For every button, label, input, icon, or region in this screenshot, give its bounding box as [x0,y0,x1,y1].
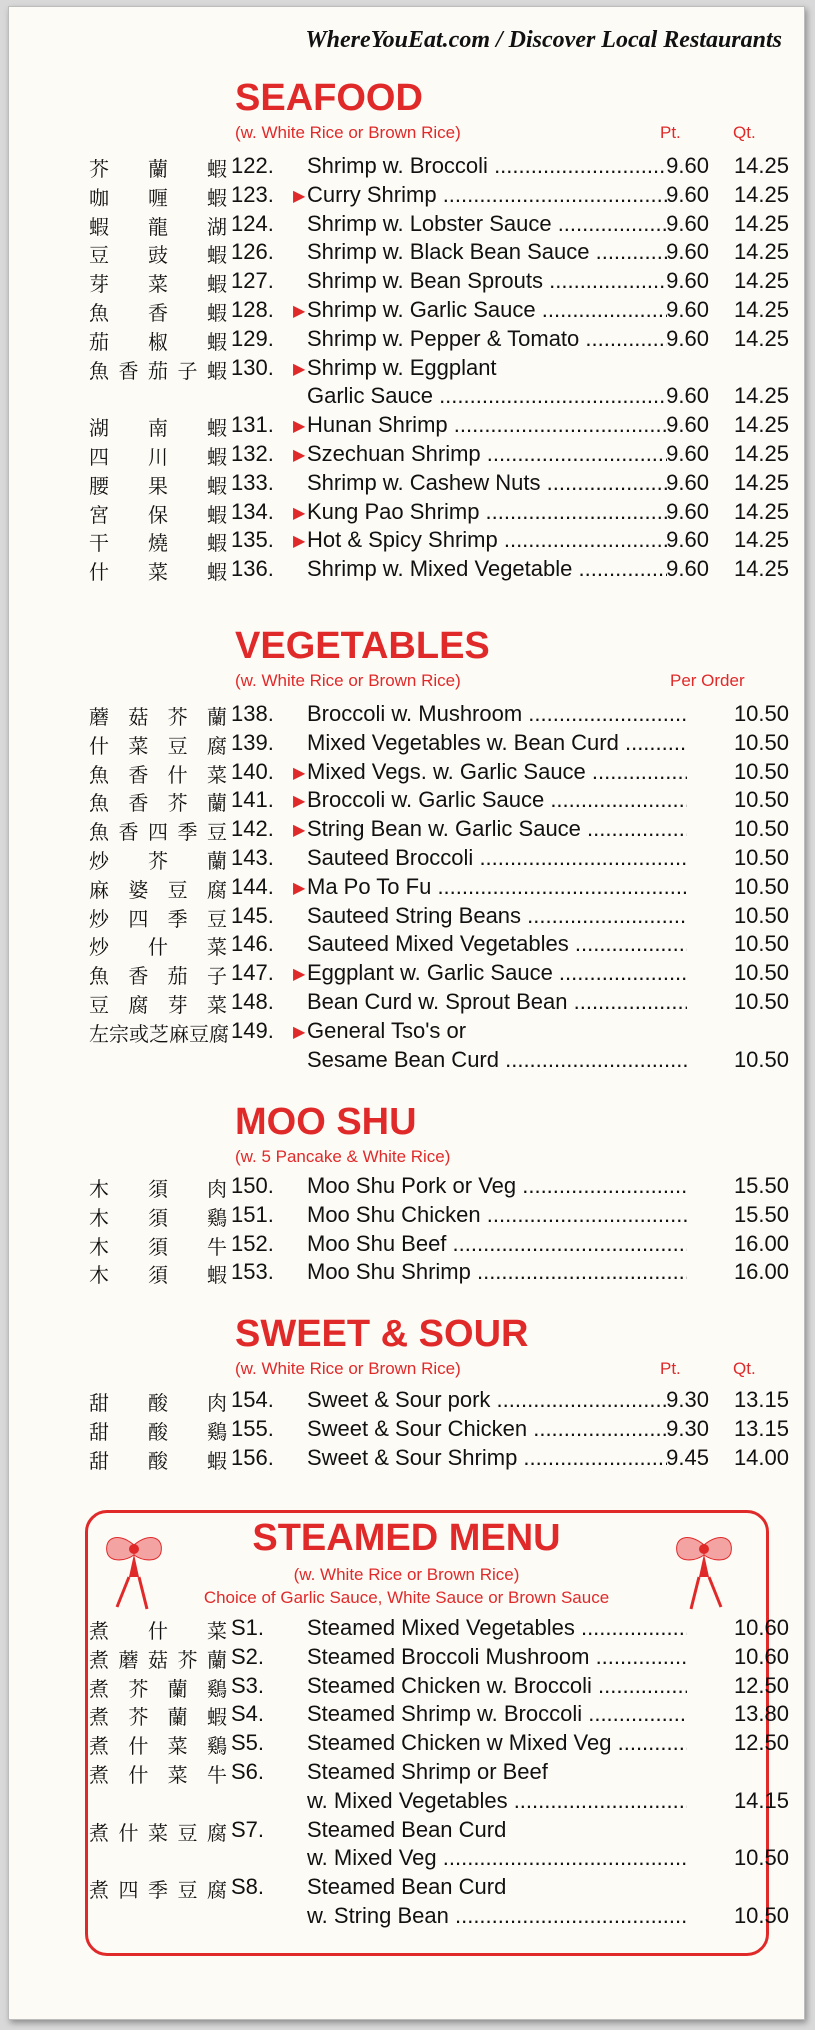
hot-pepper-icon: ▶ [293,533,306,551]
item-name: Moo Shu Chicken ..... [307,1202,687,1228]
price-per-order: 16.00 [733,1230,789,1256]
item-number: 144. [231,873,274,899]
menu-item [89,1759,789,1788]
item-chinese-name: 湖 南 蝦 [89,416,227,441]
item-chinese-name: 蘑菇芥蘭 [89,705,227,729]
item-number: 124. [231,210,274,236]
item-number: 123. [231,181,274,207]
column-qt: Qt. [733,1359,756,1378]
item-name: Bean Curd w. Sprout Bean ..... [307,989,687,1015]
item-name: String Bean w. Garlic Sauce ..... [307,816,687,842]
item-number: 129. [231,325,274,351]
menu-item [89,903,789,932]
price-pint: 9.60 [666,498,709,524]
item-name-continued: w. Mixed Veg ..... [307,1845,687,1871]
section-subtitle: (w. White Rice or Brown Rice) [235,1359,461,1378]
price-per-order: 10.50 [733,873,789,899]
item-chinese-name: 煮什菜鷄 [89,1734,227,1759]
price-quart: 14.25 [733,527,789,553]
price-per-order: 10.50 [733,931,789,957]
item-chinese-name: 魚 香 蝦 [89,301,227,325]
price-per-order: 10.50 [733,1903,789,1928]
menu-item-continued [89,1903,789,1932]
item-number: 128. [231,297,274,322]
item-chinese-name: 芽 菜 蝦 [89,272,227,297]
item-name: Sweet & Sour Shrimp ..... [307,1445,667,1471]
item-chinese-name: 咖 喱 蝦 [89,185,227,210]
sauce-choice-note: Choice of Garlic Sauce, White Sauce or Brown Sauce [203,1588,610,1607]
section-title: SEAFOOD [235,77,423,119]
item-chinese-name: 腰 果 蝦 [89,473,227,498]
item-number: 153. [231,1259,274,1285]
item-name: Hot & Spicy Shrimp ..... [307,527,667,553]
price-quart: 13.15 [733,1387,789,1412]
item-number: 150. [231,1173,274,1198]
item-number: 131. [231,412,274,438]
item-chinese-name: 木 須 蝦 [89,1263,227,1288]
menu-item [89,527,789,556]
column-qt: Qt. [733,123,756,142]
price-quart: 14.25 [733,469,789,495]
item-name: Steamed Chicken w Mixed Veg ..... [307,1730,687,1756]
price-per-order: 10.50 [733,1845,789,1871]
price-quart: 14.25 [733,412,789,438]
section-subtitle: (w. 5 Pancake & White Rice) [235,1147,451,1166]
item-number: 136. [231,556,274,582]
item-chinese-name: 魚香茄子蝦 [89,358,227,383]
price-pint: 9.60 [666,325,709,351]
price-per-order: 16.00 [733,1259,789,1285]
item-number: 155. [231,1415,274,1441]
price-per-order: 10.50 [733,902,789,928]
menu-page [8,6,805,2020]
section-subtitle: (w. White Rice or Brown Rice) [235,671,461,690]
menu-item [89,182,789,211]
menu-item-continued [89,1788,789,1817]
item-name: Steamed Shrimp or Beef [307,1759,548,1784]
item-number: 141. [231,787,274,813]
column-pt: Pt. [660,123,681,142]
price-per-order: 10.50 [733,989,789,1014]
item-name-continued: Sesame Bean Curd ..... [307,1047,687,1073]
item-chinese-name: 煮蘑菇芥蘭 [89,1647,227,1672]
item-chinese-name: 豆腐芽菜 [89,993,227,1017]
section-subtitle: (w. White Rice or Brown Rice) [235,123,461,142]
price-per-order: 15.50 [733,1173,789,1198]
item-name: Steamed Mixed Vegetables ..... [307,1615,687,1641]
item-name: Moo Shu Pork or Veg ..... [307,1173,687,1199]
item-number: S8. [231,1874,265,1900]
item-name: Steamed Chicken w. Broccoli ..... [307,1673,687,1699]
price-per-order: 10.50 [733,1046,789,1072]
price-per-order: 13.80 [733,1701,789,1727]
section-title: STEAMED MENU [252,1517,561,1559]
hot-pepper-icon: ▶ [293,360,306,378]
item-name: Mixed Vegs. w. Garlic Sauce ..... [307,759,687,785]
item-name: Shrimp w. Cashew Nuts ..... [307,470,667,496]
menu-item [89,556,789,585]
price-pint: 9.60 [666,412,709,438]
item-name: Shrimp w. Garlic Sauce ..... [307,297,667,323]
menu-item [89,470,789,499]
menu-item [89,1445,789,1474]
item-number: 133. [231,469,274,495]
item-name: Shrimp w. Broccoli ..... [307,153,667,179]
item-number: 156. [231,1444,274,1470]
item-number: 147. [231,960,274,986]
item-chinese-name: 干 燒 蝦 [89,531,227,556]
menu-item [89,211,789,240]
menu-item [89,412,789,441]
menu-item [89,499,789,528]
menu-item [89,1018,789,1047]
item-number: 143. [231,845,274,870]
item-name: Moo Shu Shrimp ..... [307,1259,687,1285]
price-per-order: 10.50 [733,845,789,870]
hot-pepper-icon: ▶ [293,303,306,320]
item-number: 130. [231,354,274,380]
item-name: Steamed Shrimp w. Broccoli ..... [307,1701,687,1727]
menu-item [89,1231,789,1260]
price-pint: 9.60 [666,441,709,466]
price-per-order: 10.50 [733,816,789,842]
item-name: Steamed Broccoli Mushroom ..... [307,1644,687,1670]
price-pint: 9.60 [666,383,709,409]
price-quart: 14.25 [733,498,789,524]
item-chinese-name: 芥 蘭 蝦 [89,157,227,181]
price-pint: 9.60 [666,239,709,265]
item-name-continued: w. Mixed Vegetables ..... [307,1788,687,1814]
hot-pepper-icon: ▶ [293,187,306,205]
item-chinese-name: 魚香茄子 [89,964,227,989]
item-name: Mixed Vegetables w. Bean Curd ..... [307,730,687,756]
price-per-order: 10.50 [733,758,789,784]
price-quart: 14.25 [733,181,789,207]
price-quart: 14.25 [733,325,789,351]
item-number: 145. [231,902,274,928]
menu-item [89,153,789,182]
item-chinese-name: 宮 保 蝦 [89,502,227,527]
item-name: Hunan Shrimp ..... [307,412,667,438]
menu-item [89,931,789,960]
item-name: Steamed Bean Curd [307,1874,507,1900]
item-chinese-name: 木 須 牛 [89,1234,227,1259]
hot-pepper-icon: ▶ [293,879,306,897]
menu-item-continued [89,1047,789,1076]
item-chinese-name: 四 川 蝦 [89,445,227,469]
section-title: SWEET & SOUR [235,1313,529,1355]
price-pint: 9.60 [666,556,709,582]
price-quart: 14.25 [733,268,789,294]
item-number: 152. [231,1230,274,1256]
item-number: 139. [231,729,274,755]
price-per-order: 10.50 [733,729,789,755]
item-number: 148. [231,989,274,1014]
item-chinese-name: 魚香芥蘭 [89,791,227,816]
hot-pepper-icon: ▶ [293,764,306,782]
item-chinese-name: 蝦 龍 湖 [89,214,227,239]
item-chinese-name: 麻婆豆腐 [89,877,227,902]
menu-item [89,441,789,470]
item-name: Kung Pao Shrimp ..... [307,499,667,525]
item-chinese-name: 什菜豆腐 [89,733,227,758]
item-name: Shrimp w. Lobster Sauce ..... [307,211,667,237]
menu-item [89,1644,789,1673]
item-chinese-name: 煮什菜牛 [89,1763,227,1787]
item-name: Shrimp w. Pepper & Tomato ..... [307,326,667,352]
price-per-order: 10.60 [733,1643,789,1669]
menu-item [89,845,789,874]
price-pint: 9.60 [666,210,709,236]
item-name: Sauteed String Beans ..... [307,903,687,929]
item-number: 146. [231,931,274,957]
item-number: 151. [231,1201,274,1227]
price-pint: 9.60 [666,181,709,207]
price-quart: 14.25 [733,556,789,582]
hot-pepper-icon: ▶ [293,793,306,811]
item-number: 126. [231,239,274,265]
menu-item-continued [89,383,789,412]
price-per-order: 15.50 [733,1201,789,1227]
item-name: General Tso's or [307,1017,467,1043]
item-chinese-name: 豆 豉 蝦 [89,243,227,268]
item-chinese-name: 炒 什 菜 [89,935,227,960]
menu-item [89,989,789,1018]
hot-pepper-icon: ▶ [293,822,306,840]
hot-pepper-icon: ▶ [293,418,306,436]
column-pt: Pt. [660,1359,681,1378]
item-number: S6. [231,1759,265,1784]
menu-item [89,701,789,730]
item-name: Moo Shu Beef ..... [307,1231,687,1257]
menu-item [89,268,789,297]
item-number: S5. [231,1730,265,1756]
item-number: 122. [231,153,274,178]
item-name: Shrimp w. Bean Sprouts ..... [307,268,667,294]
item-name: Sauteed Broccoli ..... [307,845,687,871]
section-subtitle: (w. White Rice or Brown Rice) [293,1565,520,1584]
menu-item [89,1416,789,1445]
item-chinese-name: 木 須 鷄 [89,1205,227,1230]
price-per-order: 10.60 [733,1615,789,1640]
item-chinese-name: 魚香四季豆 [89,820,227,845]
item-chinese-name: 什 菜 蝦 [89,560,227,585]
item-chinese-name: 左宗或芝麻豆腐 [89,1021,229,1046]
section-title: MOO SHU [235,1101,417,1143]
item-chinese-name: 煮 什 菜 [89,1619,227,1643]
item-chinese-name: 甜 酸 肉 [89,1391,227,1415]
item-name: Shrimp w. Eggplant [307,354,497,380]
price-per-order: 10.50 [733,787,789,813]
item-number: 132. [231,441,274,466]
item-chinese-name: 甜 酸 蝦 [89,1448,227,1473]
price-pint: 9.60 [666,527,709,553]
item-number: S4. [231,1701,265,1727]
item-number: 127. [231,268,274,294]
item-number: 142. [231,816,274,842]
item-chinese-name: 煮什菜豆腐 [89,1820,227,1845]
item-chinese-name: 煮四季豆腐 [89,1878,227,1903]
price-quart: 13.15 [733,1415,789,1441]
item-name: Sauteed Mixed Vegetables ..... [307,931,687,957]
menu-item [89,355,789,384]
price-pint: 9.60 [666,268,709,294]
menu-item [89,730,789,759]
menu-item [89,1817,789,1846]
item-number: 138. [231,701,274,726]
section-title: VEGETABLES [235,625,490,667]
item-number: 134. [231,498,274,524]
price-quart: 14.25 [733,297,789,322]
item-number: 149. [231,1017,274,1043]
item-chinese-name: 茄 椒 蝦 [89,329,227,354]
price-per-order: 12.50 [733,1730,789,1756]
menu-item [89,1615,789,1644]
menu-item [89,1701,789,1730]
item-chinese-name: 炒四季豆 [89,906,227,931]
item-name: Ma Po To Fu ..... [307,874,687,900]
item-number: S7. [231,1816,265,1842]
item-name: Shrimp w. Black Bean Sauce ..... [307,239,667,265]
price-quart: 14.25 [733,383,789,409]
item-number: S2. [231,1643,265,1669]
item-name: Curry Shrimp ..... [307,182,667,208]
menu-item [89,1673,789,1702]
item-name: Shrimp w. Mixed Vegetable ..... [307,556,667,582]
site-title: WhereYouEat.com / Discover Local Restaurants [305,27,782,53]
price-per-order: 14.15 [733,1787,789,1813]
menu-item [89,1173,789,1202]
item-name: Sweet & Sour pork ..... [307,1387,667,1413]
item-name: Szechuan Shrimp ..... [307,441,667,467]
price-pint: 9.45 [666,1444,709,1470]
item-chinese-name: 炒 芥 蘭 [89,849,227,873]
menu-item [89,1874,789,1903]
hot-pepper-icon: ▶ [293,1023,306,1041]
item-chinese-name: 魚香什菜 [89,762,227,787]
price-quart: 14.25 [733,441,789,466]
menu-item [89,1259,789,1288]
price-pint: 9.60 [666,153,709,178]
menu-item-continued [89,1845,789,1874]
menu-item [89,874,789,903]
menu-item [89,787,789,816]
item-name: Eggplant w. Garlic Sauce ..... [307,960,687,986]
price-per-order: 10.50 [733,960,789,986]
menu-item [89,816,789,845]
item-chinese-name: 煮芥蘭蝦 [89,1705,227,1730]
price-quart: 14.25 [733,239,789,265]
item-number: 135. [231,527,274,553]
menu-item [89,960,789,989]
item-chinese-name: 甜 酸 鷄 [89,1419,227,1444]
item-name: Broccoli w. Mushroom ..... [307,701,687,727]
hot-pepper-icon: ▶ [293,966,306,984]
price-quart: 14.00 [733,1444,789,1470]
price-per-order: 12.50 [733,1672,789,1698]
item-number: 140. [231,758,274,784]
item-name: Steamed Bean Curd [307,1816,507,1842]
item-chinese-name: 煮芥蘭鷄 [89,1676,227,1701]
item-number: 154. [231,1387,274,1412]
item-name-continued: w. String Bean ..... [307,1903,687,1929]
price-pint: 9.30 [666,1387,709,1412]
column-per-order: Per Order [670,671,745,690]
price-pint: 9.30 [666,1415,709,1441]
item-name-continued: Garlic Sauce ..... [307,383,667,409]
price-per-order: 10.50 [733,701,789,726]
price-quart: 14.25 [733,153,789,178]
menu-item [89,1730,789,1759]
menu-item [89,1387,789,1416]
item-name: Sweet & Sour Chicken ..... [307,1416,667,1442]
menu-item [89,297,789,326]
item-name: Broccoli w. Garlic Sauce ..... [307,787,687,813]
price-pint: 9.60 [666,297,709,322]
menu-item [89,239,789,268]
item-chinese-name: 木 須 肉 [89,1177,227,1201]
menu-item [89,326,789,355]
price-quart: 14.25 [733,210,789,236]
hot-pepper-icon: ▶ [293,447,306,464]
price-pint: 9.60 [666,469,709,495]
item-number: S3. [231,1672,265,1698]
menu-item [89,759,789,788]
item-number: S1. [231,1615,265,1640]
menu-item [89,1202,789,1231]
hot-pepper-icon: ▶ [293,504,306,522]
